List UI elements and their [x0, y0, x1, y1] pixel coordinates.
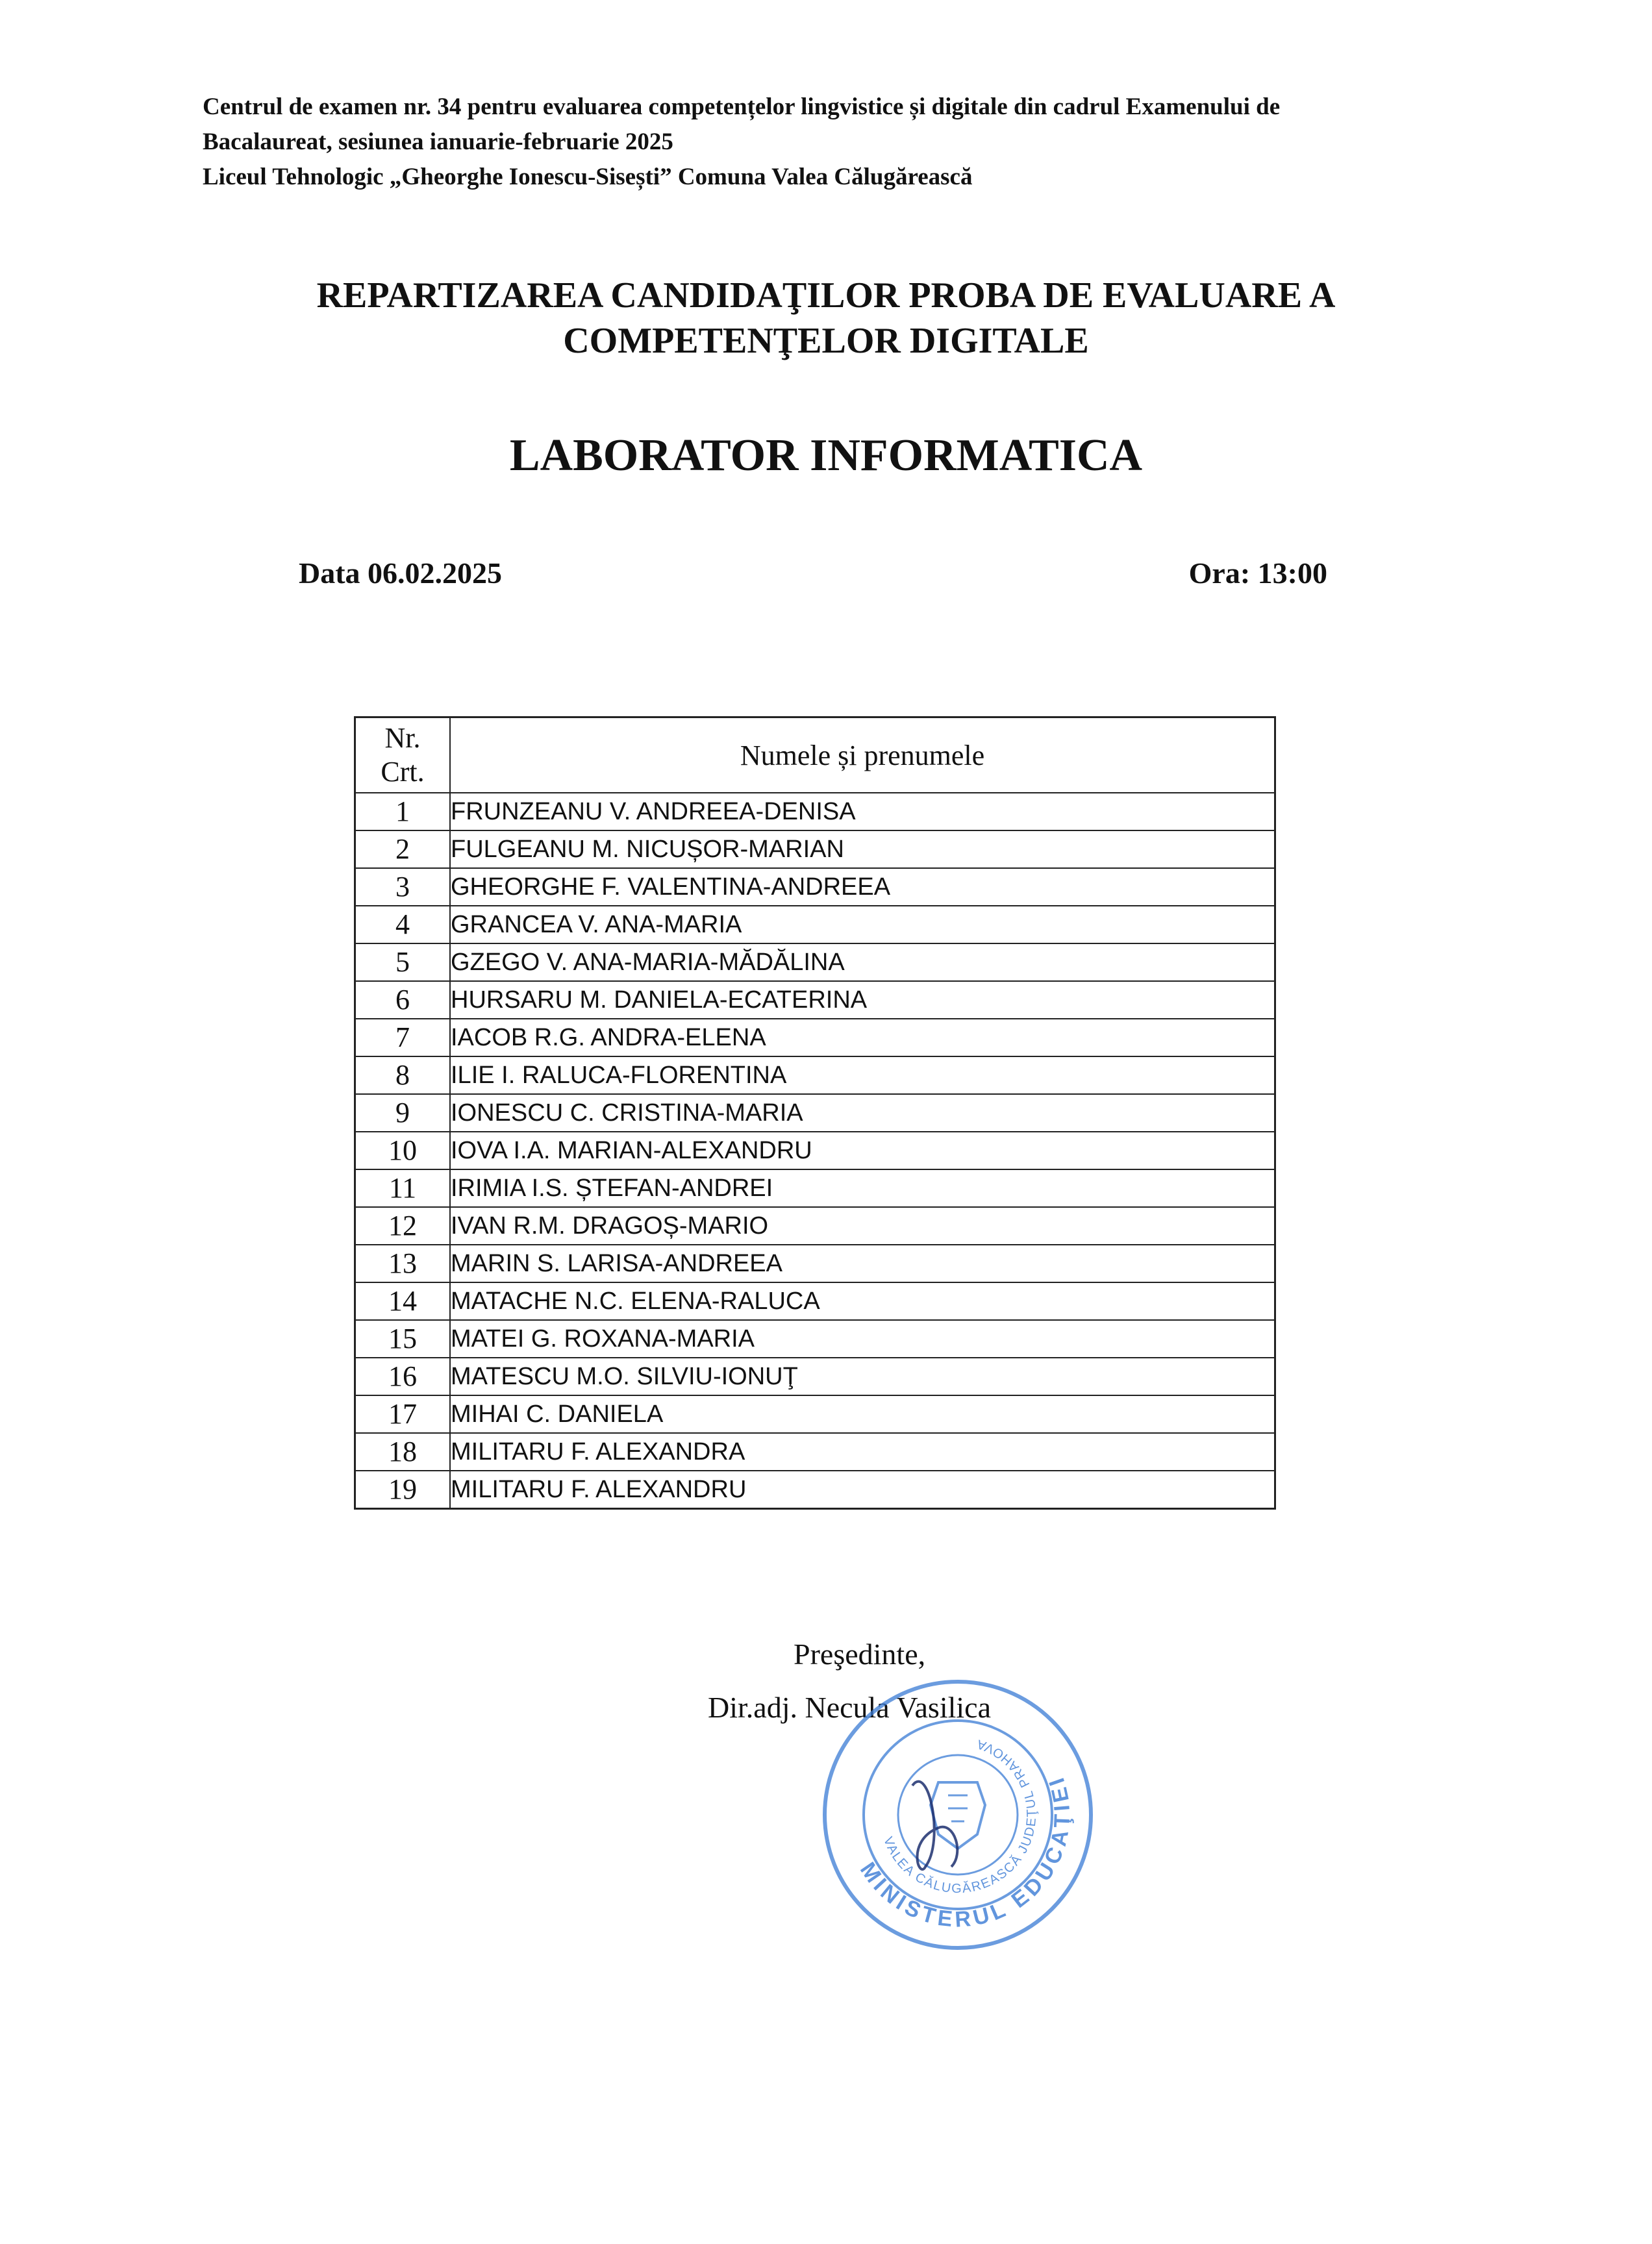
row-number: 15 [355, 1320, 451, 1358]
table-row [355, 1094, 1275, 1132]
row-number: 5 [355, 943, 451, 981]
header-line-1: Centrul de examen nr. 34 pentru evaluarea competențelor lingvistice și digitale din cadrul Examenului de [203, 94, 1281, 120]
signature-name: Dir.adj. Necula Vasilica [708, 1691, 992, 1724]
row-number: 1 [355, 793, 451, 830]
row-number: 11 [355, 1169, 451, 1207]
table-row [355, 1132, 1275, 1169]
table-row [355, 943, 1275, 981]
candidate-name: IONESCU C. CRISTINA-MARIA [450, 1094, 1275, 1132]
candidate-name: MATACHE N.C. ELENA-RALUCA [450, 1282, 1275, 1320]
table-row [355, 793, 1275, 830]
candidate-name: FULGEANU M. NICUȘOR-MARIAN [450, 830, 1275, 868]
candidate-name: MILITARU F. ALEXANDRA [450, 1433, 1275, 1471]
title-line-1: REPARTIZAREA CANDIDAŢILOR PROBA DE EVALUARE A [316, 275, 1336, 316]
table-row [355, 981, 1275, 1019]
row-number: 4 [355, 906, 451, 943]
table-row [355, 906, 1275, 943]
signature-role: Preşedinte, [794, 1638, 926, 1671]
candidate-name: MIHAI C. DANIELA [450, 1395, 1275, 1433]
stamp-inner-text: VALEA CĂLUGĂREASCĂ JUDEŢUL PRAHOVA [881, 1736, 1040, 1897]
row-number: 2 [355, 830, 451, 868]
name-column-header: Numele și prenumele [450, 717, 1275, 793]
nr-header-line-1: Nr. [384, 722, 421, 754]
row-number: 14 [355, 1282, 451, 1320]
candidate-name: IRIMIA I.S. ȘTEFAN-ANDREI [450, 1169, 1275, 1207]
table-row [355, 1019, 1275, 1056]
candidate-name: ILIE I. RALUCA-FLORENTINA [450, 1056, 1275, 1094]
candidate-name: MILITARU F. ALEXANDRU [450, 1471, 1275, 1509]
candidate-name: IVAN R.M. DRAGOȘ-MARIO [450, 1207, 1275, 1245]
candidate-name: IOVA I.A. MARIAN-ALEXANDRU [450, 1132, 1275, 1169]
row-number: 17 [355, 1395, 451, 1433]
title-line-2: COMPETENŢELOR DIGITALE [563, 321, 1089, 361]
table-header-row [355, 717, 1275, 793]
candidate-name: MATEI G. ROXANA-MARIA [450, 1320, 1275, 1358]
room-title: LABORATOR INFORMATICA [509, 430, 1143, 480]
candidate-name: MATESCU M.O. SILVIU-IONUŢ [450, 1358, 1275, 1395]
table-row [355, 1395, 1275, 1433]
stamp-outer-text: MINISTERUL EDUCAŢIEI [855, 1771, 1075, 1932]
candidate-name: HURSARU M. DANIELA-ECATERINA [450, 981, 1275, 1019]
table-row [355, 1358, 1275, 1395]
table-row [355, 1320, 1275, 1358]
row-number: 8 [355, 1056, 451, 1094]
exam-center-header [203, 90, 1501, 195]
row-number: 10 [355, 1132, 451, 1169]
nr-column-header [355, 717, 451, 793]
candidate-name: MARIN S. LARISA-ANDREEA [450, 1245, 1275, 1282]
table-row [355, 868, 1275, 906]
table-row [355, 1282, 1275, 1320]
exam-date: Data 06.02.2025 [299, 556, 503, 590]
candidate-name: IACOB R.G. ANDRA-ELENA [450, 1019, 1275, 1056]
candidate-name: GZEGO V. ANA-MARIA-MĂDĂLINA [450, 943, 1275, 981]
table-row [355, 830, 1275, 868]
row-number: 19 [355, 1471, 451, 1509]
table-row [355, 1245, 1275, 1282]
row-number: 7 [355, 1019, 451, 1056]
exam-time: Ora: 13:00 [1188, 556, 1327, 590]
table-row [355, 1471, 1275, 1509]
header-line-2: Bacalaureat, sesiunea ianuarie-februarie 2025 [203, 129, 673, 155]
row-number: 3 [355, 868, 451, 906]
table-row [355, 1207, 1275, 1245]
header-line-3: Liceul Tehnologic „Gheorghe Ionescu-Sisești” Comuna Valea Călugărească [203, 164, 973, 190]
row-number: 12 [355, 1207, 451, 1245]
row-number: 13 [355, 1245, 451, 1282]
table-row [355, 1169, 1275, 1207]
candidate-name: FRUNZEANU V. ANDREEA-DENISA [450, 793, 1275, 830]
table-row [355, 1433, 1275, 1471]
nr-header-line-2: Crt. [381, 756, 425, 788]
document-title [0, 273, 1652, 364]
table-row [355, 1056, 1275, 1094]
official-stamp [815, 1672, 1101, 1958]
row-number: 6 [355, 981, 451, 1019]
row-number: 16 [355, 1358, 451, 1395]
candidate-name: GRANCEA V. ANA-MARIA [450, 906, 1275, 943]
table-body [355, 793, 1275, 1509]
row-number: 9 [355, 1094, 451, 1132]
candidates-table [354, 716, 1276, 1510]
row-number: 18 [355, 1433, 451, 1471]
candidate-name: GHEORGHE F. VALENTINA-ANDREEA [450, 868, 1275, 906]
